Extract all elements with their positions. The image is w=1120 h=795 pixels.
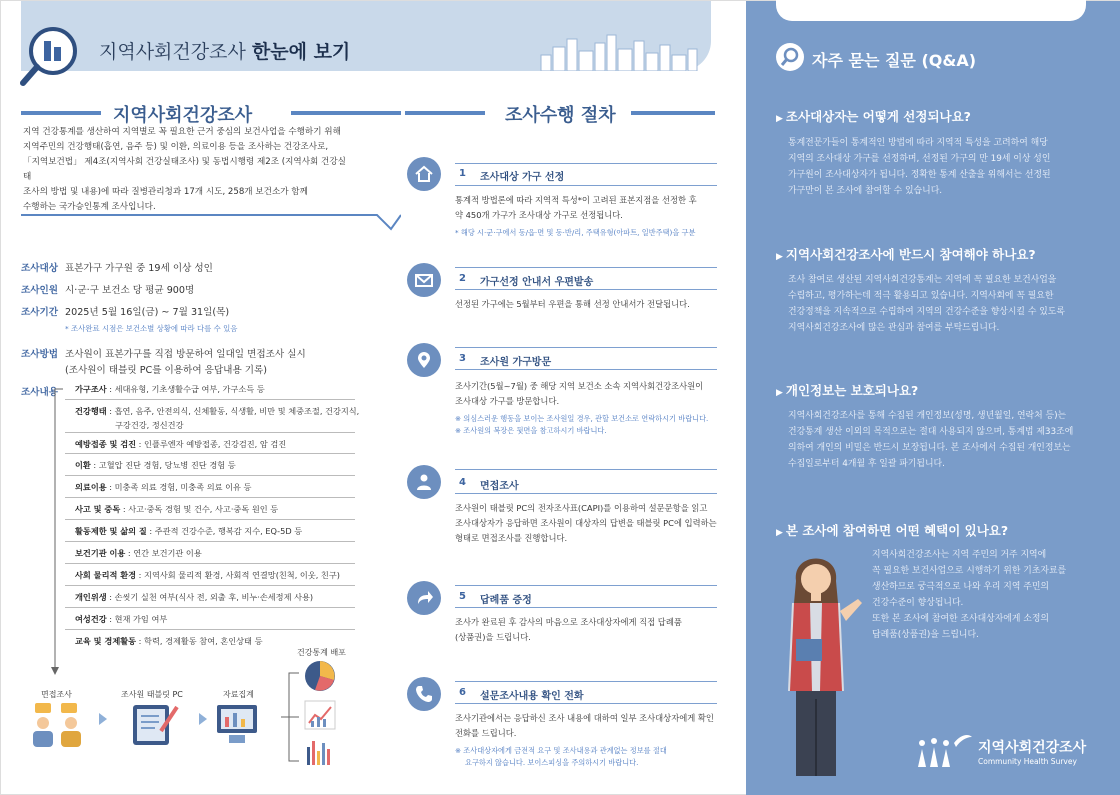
content-item: 여성건강 : 현재 가임 여부 <box>75 614 168 624</box>
line-chart-icon <box>303 699 337 731</box>
step-number: 1 <box>459 168 466 179</box>
step-title: 설문조사내용 확인 전화 <box>480 691 584 702</box>
divider <box>65 475 355 476</box>
flow-arrow <box>99 713 107 725</box>
flow-label-aggregate: 자료집계 <box>223 690 254 699</box>
info-row-method: 조사방법 조사원이 표본가구를 직접 방문하여 일대일 면접조사 실시 <box>21 349 306 360</box>
divider <box>65 453 355 454</box>
step-body: 조사기관에서는 응답하신 조사 내용에 대하여 일부 조사대상자에게 확인 전화를 드립니다. <box>455 713 714 738</box>
content-item: 가구조사 : 세대유형, 기초생활수급 여부, 가구소득 등 <box>75 384 265 394</box>
divider <box>455 703 717 704</box>
home-icon <box>407 157 441 191</box>
location-pin-icon <box>407 343 441 377</box>
section-heading-procedure: 조사수행 절차 <box>405 101 715 125</box>
logo-korean: 지역사회건강조사 <box>978 740 1087 756</box>
question-3: ▶ 개인정보는 보호되나요? <box>776 383 919 398</box>
question-4: ▶ 본 조사에 참여하면 어떤 혜택이 있나요? <box>776 523 1009 538</box>
answer-1: 통계전문가들이 통계적인 방법에 따라 지역적 특성을 고려하여 해당 지역의 조사대상 가구를 선정하며, 선정된 가구의 만 19세 이상 성인 가구원이 조사대상자가 됩니다. 정확한 통계 산출을 위해서는 선정된 가구만이 본 조사에 참여할 수 있습니다. <box>788 138 1051 196</box>
divider <box>65 519 355 520</box>
divider <box>65 563 355 564</box>
info-row-staff: 조사인원 시·군·구 보건소 당 평균 900명 <box>21 285 195 296</box>
magnifier-icon <box>776 43 804 71</box>
content-item: 사고 및 중독 : 사고·중독 경험 및 건수, 사고·중독 원인 등 <box>75 504 279 514</box>
content-item: 활동제한 및 삶의 질 : 주관적 건강수준, 행복감 지수, EQ-5D 등 <box>75 526 303 536</box>
flow-label-interview: 면접조사 <box>41 690 72 699</box>
step-title: 가구선정 안내서 우편발송 <box>480 277 594 288</box>
divider <box>65 629 355 630</box>
divider <box>455 289 717 290</box>
divider <box>455 493 717 494</box>
content-item: 건강행태 : 흡연, 음주, 안전의식, 신체활동, 식생활, 비만 및 체중조절, 건강지식, <box>75 406 360 416</box>
content-item: 보건기관 이용 : 연간 보건기관 이용 <box>75 548 202 558</box>
content-item: 구강건강, 정신건강 <box>115 420 184 430</box>
tablet-icon <box>131 701 183 749</box>
flow-label-distribute: 건강통계 배포 <box>297 648 346 657</box>
divider <box>455 163 717 164</box>
divider <box>455 369 717 370</box>
info-row-period: 조사기간 2025년 5월 16일(금) ~ 7월 31일(목) <box>21 307 230 318</box>
content-item: 의료이용 : 미충족 의료 경험, 미충족 의료 이유 등 <box>75 482 252 492</box>
step-note: ※ 의심스러운 행동을 보이는 조사원일 경우, 관할 보건소로 연락하시기 바랍니다. ※ 조사원의 복장은 뒷면을 참고하시기 바랍니다. <box>455 414 709 435</box>
step-body: 조사가 완료된 후 감사의 마음으로 조사대상자에게 직접 답례품 (상품권)을 드립니다. <box>455 617 682 642</box>
person-icon <box>407 465 441 499</box>
step-number: 2 <box>459 273 466 284</box>
pie-chart-icon <box>303 659 337 693</box>
computer-icon <box>215 701 259 749</box>
question-2: ▶ 지역사회건강조사에 반드시 참여해야 하나요? <box>776 247 1036 262</box>
content-item: 개인위생 : 손씻기 실천 여부(식사 전, 외출 후, 비누·손세정제 사용) <box>75 592 314 602</box>
step-title: 면접조사 <box>480 481 519 492</box>
distribute-bracket <box>277 667 301 767</box>
divider <box>455 607 717 608</box>
share-arrow-icon <box>407 581 441 615</box>
divider <box>455 347 717 348</box>
content-bracket <box>49 387 69 677</box>
answer-3: 지역사회건강조사를 통해 수집된 개인정보(성명, 생년월일, 연락처 등)는 건강통계 생산 이외의 목적으로는 절대 사용되지 않으며, 통계법 제33조에 의하여 개인의 비밀은 반드시 보장됩니다. 본 조사에서 수집된 개인정보는 수집일로부터 4개월 후 일괄 파기됩니다. <box>788 411 1074 469</box>
intro-paragraph: 지역 건강통계를 생산하여 지역별로 꼭 필요한 근거 중심의 보건사업을 수행하기 위해 지역주민의 건강행태(흡연, 음주 등) 및 이환, 의료이용 등을 조사하는 건강조사로, 「지역보건법」 제4조(지역사회 건강실태조사) 및 동법시행령 제2조 (지역사회 건강실태 조사의 방법 및 내용)에 따라 질병관리청과 17개 시도, 258개 보건소가 함께 수행하는 국가승인통계 조사입니다. <box>23 127 346 212</box>
step-title: 답례품 증정 <box>480 595 532 606</box>
page-title: 지역사회건강조사 한눈에 보기 <box>99 41 351 63</box>
interview-people-icon <box>29 701 85 749</box>
divider <box>455 267 717 268</box>
step-body: 조사원이 태블릿 PC의 전자조사표(CAPI)를 이용하여 설문문항을 읽고 조사대상자가 응답하면 조사원이 대상자의 답변을 태블릿 PC에 입력하는 형태로 면접조사를 진행합니다. <box>455 503 717 543</box>
content-item: 이환 : 고혈압 진단 경험, 당뇨병 진단 경험 등 <box>75 460 236 470</box>
content-item: 교육 및 경제활동 : 학력, 경제활동 참여, 혼인상태 등 <box>75 636 263 646</box>
city-skyline-icon <box>539 33 699 71</box>
qa-title: 자주 묻는 질문 (Q&A) <box>812 51 977 70</box>
step-number: 3 <box>459 353 466 364</box>
qa-panel <box>746 1 1120 795</box>
step-number: 5 <box>459 591 466 602</box>
divider <box>455 585 717 586</box>
panel-tab <box>776 0 1086 21</box>
step-number: 4 <box>459 477 466 488</box>
answer-4: 지역사회건강조사는 지역 주민의 거주 지역에 꼭 필요한 보건사업으로 시행하기 위한 기초자료를 생산하므로 궁극적으로 나와 우리 지역 주민의 건강수준이 향상됩니다. 또한 본 조사에 참여한 조사대상자에게 소정의 답례품(상품권)을 드립니다. <box>872 550 1067 640</box>
bar-chart-icon <box>303 737 337 767</box>
divider <box>65 432 355 433</box>
surveyor-woman-illustration <box>766 541 866 781</box>
content-label: 조사내용 <box>21 387 59 398</box>
mail-icon <box>407 263 441 297</box>
divider <box>65 497 355 498</box>
info-row-target: 조사대상 표본가구 가구원 중 19세 이상 성인 <box>21 263 213 274</box>
callout-divider <box>21 207 401 233</box>
period-note: * 조사완료 시점은 보건소별 상황에 따라 다를 수 있음 <box>65 324 238 333</box>
divider <box>455 681 717 682</box>
flow-arrow <box>199 713 207 725</box>
divider <box>65 541 355 542</box>
logo-english: Community Health Survey <box>978 757 1077 766</box>
divider <box>455 185 717 186</box>
divider <box>65 607 355 608</box>
question-1: ▶ 조사대상자는 어떻게 선정되나요? <box>776 109 971 124</box>
info-row-method-detail: (조사원이 태블릿 PC를 이용하여 응답내용 기록) <box>65 365 268 376</box>
step-body: 조사기간(5월~7월) 중 해당 지역 보건소 소속 지역사회건강조사원이 조사대상 가구를 방문합니다. <box>455 381 704 406</box>
step-number: 6 <box>459 687 466 698</box>
step-title: 조사대상 가구 선정 <box>480 172 565 183</box>
step-body: 통계적 방법론에 따라 지역적 특성*이 고려된 표본지점을 선정한 후 약 450개 가구가 조사대상 가구로 선정됩니다. <box>455 195 697 220</box>
section-heading-survey: 지역사회건강조사 <box>21 101 401 125</box>
divider <box>455 469 717 470</box>
answer-2: 조사 참여로 생산된 지역사회건강통계는 지역에 꼭 필요한 보건사업을 수립하고, 평가하는데 적극 활용되고 있습니다. 지역사회에 꼭 필요한 건강정책을 지속적으로 수립하여 지역의 건강수준을 향상시킬 수 있도록 지역사회건강조사에 많은 관심과 참여를 부탁드립니다. <box>788 275 1065 333</box>
step-title: 조사원 가구방문 <box>480 357 552 368</box>
step-note: * 해당 시·군·구에서 동/읍·면 및 동·반/리, 주택유형(아파트, 일반주택)을 구분 <box>455 228 696 237</box>
step-note: ※ 조사대상자에게 금전적 요구 및 조사내용과 관계없는 정보를 절대 요구하지 않습니다. 보이스피싱을 주의하시기 바랍니다. <box>455 746 667 767</box>
content-item: 사회 물리적 환경 : 지역사회 물리적 환경, 사회적 연결망(친척, 이웃, 친구) <box>75 570 340 580</box>
phone-icon <box>407 677 441 711</box>
divider <box>65 399 355 400</box>
magnifier-chart-icon <box>19 23 87 91</box>
content-item: 예방접종 및 검진 : 인플루엔자 예방접종, 건강검진, 암 검진 <box>75 439 287 449</box>
people-logo-icon <box>914 729 974 769</box>
flow-label-tablet: 조사원 태블릿 PC <box>121 690 183 699</box>
step-body: 선정된 가구에는 5월부터 우편을 통해 선정 안내서가 전달됩니다. <box>455 299 690 309</box>
divider <box>65 585 355 586</box>
